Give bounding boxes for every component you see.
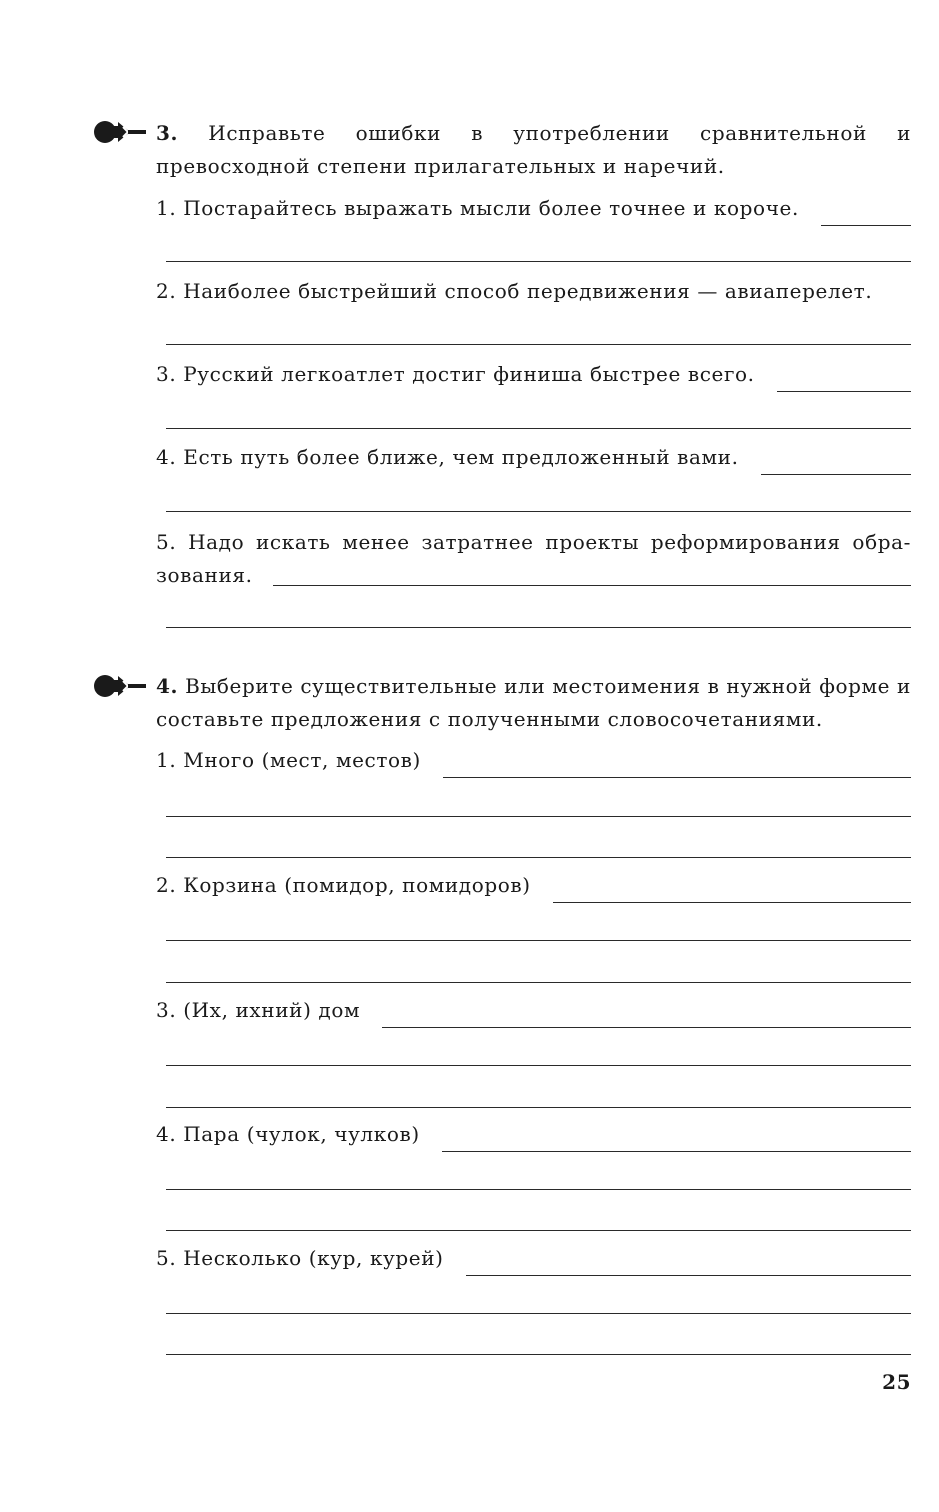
task-marker-icon (92, 672, 148, 700)
answer-line[interactable] (166, 1189, 911, 1190)
answer-line[interactable] (166, 1107, 911, 1108)
answer-line[interactable] (166, 982, 911, 983)
answer-line[interactable] (166, 344, 911, 345)
task-4-item-5: 5. Несколько (кур, курей) (156, 1242, 911, 1276)
answer-line[interactable] (166, 1313, 911, 1314)
answer-line[interactable] (166, 857, 911, 858)
task-3-item-3: 3. Русский легкоатлет достиг финиша быстрее всего. (156, 358, 911, 392)
answer-blank[interactable] (442, 1121, 911, 1152)
task-4-item-4: 4. Пара (чулок, чулков) (156, 1118, 911, 1152)
answer-blank[interactable] (553, 872, 911, 903)
task-3-item-2: 2. Наиболее быстрейший способ передвижения — авиаперелет. (156, 279, 873, 303)
answer-blank[interactable] (443, 747, 911, 778)
task-3-instruction: 3. Исправьте ошибки в употреблении сравнительной и превосходной степени прилагательных и наречий. (156, 121, 911, 178)
answer-line[interactable] (166, 816, 911, 817)
task-3-item-4: 4. Есть путь более ближе, чем предложенный вами. (156, 441, 911, 475)
task-4-item-3: 3. (Их, ихний) дом (156, 994, 911, 1028)
task-3-item-5: 5. Надо искать менее затратнее проекты реформирования обра- зования. (156, 530, 911, 587)
task-3-number: 3. (156, 121, 179, 145)
answer-blank[interactable] (777, 361, 911, 392)
task-4-instruction: 4. Выберите существительные или местоимения в нужной форме и составьте предложения с полученными словосочетаниями. (156, 674, 911, 731)
answer-blank[interactable] (466, 1245, 911, 1276)
task-4-item-1: 1. Много (мест, местов) (156, 744, 911, 778)
answer-line[interactable] (166, 511, 911, 512)
answer-blank[interactable] (761, 444, 911, 475)
task-4-number: 4. (156, 674, 179, 698)
answer-line[interactable] (166, 940, 911, 941)
task-3-item-1: 1. Постарайтесь выражать мысли более точнее и короче. (156, 192, 911, 226)
answer-line[interactable] (166, 627, 911, 628)
task-4-item-2: 2. Корзина (помидор, помидоров) (156, 869, 911, 903)
answer-line[interactable] (166, 1354, 911, 1355)
answer-line[interactable] (166, 1230, 911, 1231)
answer-line[interactable] (166, 428, 911, 429)
answer-blank[interactable] (382, 997, 911, 1028)
page-number: 25 (882, 1370, 911, 1394)
answer-blank[interactable] (821, 195, 911, 226)
answer-line[interactable] (166, 261, 911, 262)
task-marker-icon (92, 118, 148, 146)
answer-line[interactable] (166, 1065, 911, 1066)
answer-blank[interactable] (273, 561, 911, 586)
